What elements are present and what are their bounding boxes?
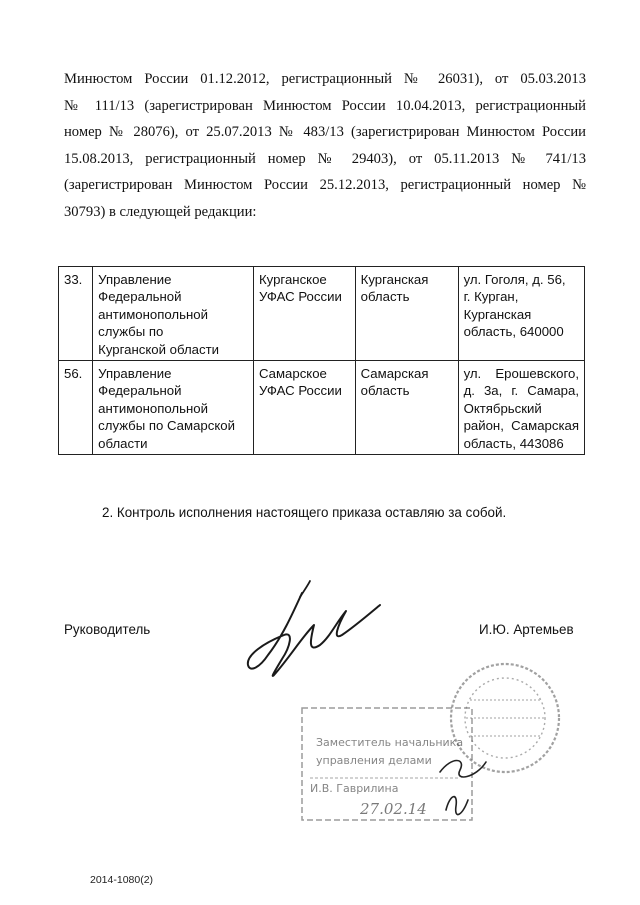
cell-line: Управление <box>98 272 172 287</box>
intro-line: (зарегистрирован Минюстом России 25.12.2013, регистрационный номер № <box>64 177 586 194</box>
stamp-line: управления делами <box>316 754 432 767</box>
cell-line: Курганское <box>258 272 327 287</box>
table-row <box>59 361 585 455</box>
table-row <box>59 267 585 361</box>
short-name-cell <box>253 267 355 361</box>
org-name-cell <box>93 267 254 361</box>
cell-line: Самарское <box>258 366 327 382</box>
intro-line: Минюстом России 01.12.2012, регистрационный № 26031), от 05.03.2013 <box>64 71 586 87</box>
cell-line: антимонопольной <box>98 306 208 322</box>
region-cell <box>355 267 458 361</box>
region-cell <box>355 361 458 455</box>
cell-line: ул. Гоголя, д. 56, <box>463 272 566 287</box>
cell-line: г. Курган, <box>463 289 519 305</box>
cell-line: службы по <box>98 324 164 340</box>
cell-line: Федеральной <box>98 289 182 305</box>
approval-stamp <box>290 660 570 835</box>
cell-line: область, 443086 <box>463 435 564 451</box>
intro-line: 15.08.2013, регистрационный номер № 29403), от 05.11.2013 № 741/13 <box>64 150 586 167</box>
cell-line: Курганской области <box>98 341 219 357</box>
cell-line: область <box>360 289 410 305</box>
intro-line: № 111/13 (зарегистрирован Минюстом России 10.04.2013, регистрационный <box>64 97 586 114</box>
org-name-cell <box>93 361 254 455</box>
regions-table <box>58 266 585 455</box>
cell-line: службы по Самарской <box>98 418 235 434</box>
intro-line: номер № 28076), от 25.07.2013 № 483/13 (зарегистрирован Минюстом России <box>64 124 586 141</box>
cell-line: УФАС России <box>258 383 342 399</box>
cell-line: Самарская <box>360 366 429 382</box>
cell-line: область <box>360 383 410 399</box>
cell-line: антимонопольной <box>98 400 208 416</box>
row-number: 56. <box>59 361 93 455</box>
cell-line: район, Самарская <box>463 418 579 434</box>
stamp-line: Заместитель начальника <box>316 736 464 749</box>
cell-line: Курганская <box>360 272 429 287</box>
intro-paragraph <box>64 66 586 226</box>
cell-line: область, 640000 <box>463 324 564 340</box>
cell-line: ул. Ерошевского, <box>463 366 579 382</box>
intro-line: 30793) в следующей редакции: <box>64 203 257 220</box>
cell-line: Управление <box>98 366 172 382</box>
cell-line: Федеральной <box>98 383 182 399</box>
signer-title: Руководитель <box>64 622 151 637</box>
stamp-line: И.В. Гаврилина <box>310 782 399 795</box>
address-cell <box>458 361 584 455</box>
short-name-cell <box>253 361 355 455</box>
cell-line: области <box>98 435 148 451</box>
cell-line: Октябрьский <box>463 400 542 416</box>
row-number: 33. <box>59 267 93 361</box>
document-code: 2014-1080(2) <box>90 874 154 886</box>
signer-name: И.Ю. Артемьев <box>479 622 574 637</box>
cell-line: д. 3а, г. Самара, <box>463 383 579 399</box>
point-2-text: 2. Контроль исполнения настоящего приказа оставляю за собой. <box>102 505 507 520</box>
address-cell <box>458 267 584 361</box>
stamp-date: 27.02.14 <box>360 800 427 818</box>
cell-line: Курганская <box>463 306 532 322</box>
cell-line: УФАС России <box>258 289 342 305</box>
